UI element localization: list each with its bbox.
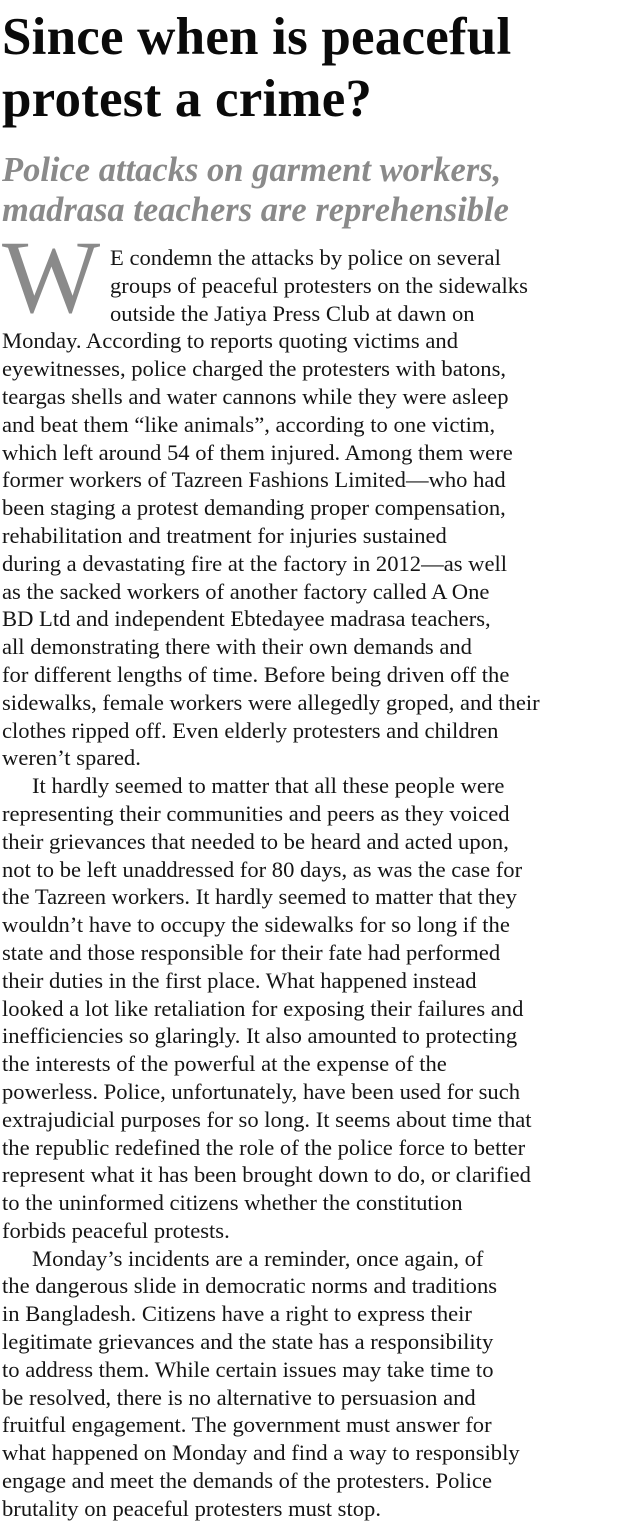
subheadline-line: madrasa teachers are reprehensible [2,191,509,229]
body-line: not to be left unaddressed for 80 days, as was the case for [2,856,523,882]
body-line: outside the Jatiya Press Club at dawn on [110,300,475,326]
body-line: their grievances that needed to be heard and acted upon, [2,828,509,854]
body-line: engage and meet the demands of the protesters. Police [2,1468,492,1494]
body-line: eyewitnesses, police charged the protesters with batons, [2,356,507,382]
drop-cap: W [2,220,101,335]
body-line: to address them. While certain issues may take time to [2,1356,494,1382]
body-line: all demonstrating there with their own demands and [2,634,472,660]
body-line: wouldn’t have to occupy the sidewalks for so long if the [2,912,510,938]
body-line: been staging a protest demanding proper compensation, [2,495,506,521]
body-line: state and those responsible for their fate had performed [2,939,501,965]
article-body [2,244,626,1523]
body-line: looked a lot like retaliation for exposing their failures and [2,995,524,1021]
body-line: forbids peaceful protests. [2,1217,230,1243]
body-line: clothes ripped off. Even elderly protesters and children [2,717,499,743]
body-line: Monday. According to reports quoting victims and [2,328,458,354]
body-line: legitimate grievances and the state has a responsibility [2,1329,494,1355]
body-line: as the sacked workers of another factory called A One [2,578,490,604]
body-line: BD Ltd and independent Ebtedayee madrasa teachers, [2,606,491,632]
body-line: the Tazreen workers. It hardly seemed to matter that they [2,884,517,910]
body-line: inefficiencies so glaringly. It also amounted to protecting [2,1023,518,1049]
body-line: teargas shells and water cannons while they were asleep [2,383,509,409]
paragraph-2 [2,772,626,1245]
body-line: for different lengths of time. Before being driven off the [2,661,510,687]
subheadline [0,150,629,230]
body-line: rehabilitation and treatment for injuries sustained [2,522,447,548]
headline [0,6,629,130]
headline-line: Since when is peaceful [2,8,512,66]
body-line: the interests of the powerful at the expense of the [2,1051,447,1077]
body-line: sidewalks, female workers were allegedly groped, and their [2,689,540,715]
body-line: to the uninformed citizens whether the constitution [2,1190,463,1216]
body-line: groups of peaceful protesters on the sidewalks [110,272,528,298]
paragraph-1 [2,244,626,772]
body-line: the dangerous slide in democratic norms and traditions [2,1273,498,1299]
body-line: Monday’s incidents are a reminder, once again, of [32,1245,484,1271]
subheadline-line: Police attacks on garment workers, [2,151,502,189]
body-line: during a devastating fire at the factory in 2012—as well [2,550,508,576]
paragraph-3 [2,1245,626,1523]
body-line: their duties in the first place. What happened instead [2,967,477,993]
body-line: powerless. Police, unfortunately, have been used for such [2,1078,521,1104]
body-line: the republic redefined the role of the police force to better [2,1134,526,1160]
body-line: E condemn the attacks by police on several [110,245,501,270]
body-line: in Bangladesh. Citizens have a right to express their [2,1301,472,1327]
body-line: extrajudicial purposes for so long. It seems about time that [2,1106,532,1132]
body-line: fruitful engagement. The government must answer for [2,1412,492,1438]
body-line: which left around 54 of them injured. Among them were [2,439,513,465]
body-line: what happened on Monday and find a way to responsibly [2,1440,520,1466]
body-line: representing their communities and peers as they voiced [2,800,510,826]
body-line: be resolved, there is no alternative to persuasion and [2,1384,476,1410]
body-line: brutality on peaceful protesters must stop. [2,1495,381,1521]
body-line: represent what it has been brought down to do, or clarified [2,1162,531,1188]
body-line: It hardly seemed to matter that all these people were [32,773,505,799]
body-line: weren’t spared. [2,745,141,771]
headline-line: protest a crime? [2,70,373,128]
body-line: former workers of Tazreen Fashions Limited—who had [2,467,506,493]
body-line: and beat them “like animals”, according to one victim, [2,411,496,437]
